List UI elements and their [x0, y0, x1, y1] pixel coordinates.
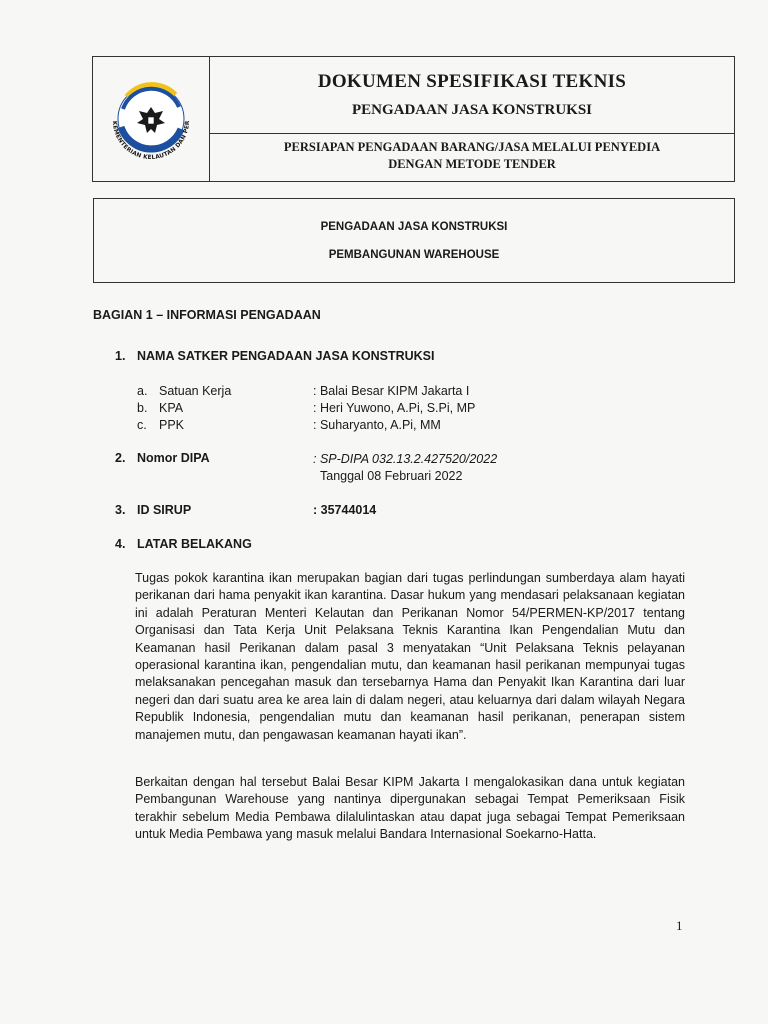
kkp-logo-icon	[93, 57, 209, 181]
row-b-label: KPA	[159, 401, 184, 415]
document-header	[92, 56, 735, 182]
row-a-label: Satuan Kerja	[159, 384, 232, 398]
item-1-title: NAMA SATKER PENGADAAN JASA KONSTRUKSI	[137, 349, 435, 363]
dipa-date: Tanggal 08 Februari 2022	[320, 469, 463, 483]
page-number: 1	[676, 918, 683, 933]
item-1-number: 1.	[115, 349, 126, 363]
procurement-method	[210, 139, 734, 173]
project-title-line2: PEMBANGUNAN WAREHOUSE	[328, 249, 500, 261]
sirup-id: : 35744014	[313, 503, 377, 517]
row-b-value: : Heri Yuwono, A.Pi, S.Pi, MP	[313, 401, 476, 415]
document-subtitle: PENGADAAN JASA KONSTRUKSI	[351, 102, 593, 118]
dipa-number: : SP-DIPA 032.13.2.427520/2022	[313, 452, 498, 466]
ministry-logo	[93, 57, 210, 181]
header-titles	[210, 57, 734, 181]
item-3-title: ID SIRUP	[137, 503, 192, 517]
logo-ring-text: KEMENTERIAN KELAUTAN DAN PER	[110, 120, 192, 162]
procurement-method-line1: PERSIAPAN PENGADAAN BARANG/JASA MELALUI PENYEDIA	[283, 140, 661, 154]
item-2-number: 2.	[115, 451, 126, 465]
section-heading: BAGIAN 1 – INFORMASI PENGADAAN	[93, 308, 321, 322]
row-c-key: c.	[137, 418, 147, 432]
project-title-box	[93, 198, 735, 283]
document-title: DOKUMEN SPESIFIKASI TEKNIS	[317, 71, 627, 92]
row-b-key: b.	[137, 401, 148, 415]
row-c-value: : Suharyanto, A.Pi, MM	[313, 418, 441, 432]
item-4-number: 4.	[115, 537, 126, 551]
header-title-block	[210, 57, 734, 134]
item-4-title: LATAR BELAKANG	[137, 537, 252, 551]
project-title-line1: PENGADAAN JASA KONSTRUKSI	[320, 221, 508, 233]
row-a-value: : Balai Besar KIPM Jakarta I	[313, 384, 470, 398]
row-c-label: PPK	[159, 418, 185, 432]
background-paragraph-1: Tugas pokok karantina ikan merupakan bagian dari tugas perlindungan sumberdaya alam hayati perikanan dari hama penyakit ikan karantina. Dasar hukum yang mendasari pelaksanaan kegiatan ini adalah Peraturan Menteri Kelautan dan Perikanan Nomor 54/PERMEN-KP/2017 tentang Organisasi dan Tata Kerja Unit Pelaksana Teknis Karantina Ikan Pengendalian Mutu dan Keamanan hasil Perikanan dalam pasal 3 menyatakan “Unit Pelaksana Teknis pelayanan operasional karantina ikan, pengendalian mutu, dan keamanan hasil perikanan mempunyai tugas melaksanakan pencegahan masuk dan tersebarnya Hama dan Penyakit Ikan Karantina dari luar negeri dan dari suatu area ke area lain di dalam negeri, atau keluarnya dari dalam wilayah Negara Republik Indonesia, pengendalian mutu dan keamanan hasil perikanan, penerapan sistem manajemen mutu, dan pengawasan keamanan hayati ikan”.	[135, 571, 685, 742]
procurement-method-line2: DENGAN METODE TENDER	[388, 157, 556, 171]
item-2-title: Nomor DIPA	[137, 451, 210, 465]
background-paragraph-2: Berkaitan dengan hal tersebut Balai Besar KIPM Jakarta I mengalokasikan dana untuk kegiatan Pembangunan Warehouse yang nantinya dipergunakan sebagai Tempat Pemeriksaan Fisik terakhir sebelum Media Pembawa dilalulintaskan atau dapat juga sebagai Tempat Pemeriksaan untuk Media Pembawa yang masuk melalui Bandara Internasional Soekarno-Hatta.	[135, 775, 685, 842]
item-3-number: 3.	[115, 503, 126, 517]
row-a-key: a.	[137, 384, 148, 398]
